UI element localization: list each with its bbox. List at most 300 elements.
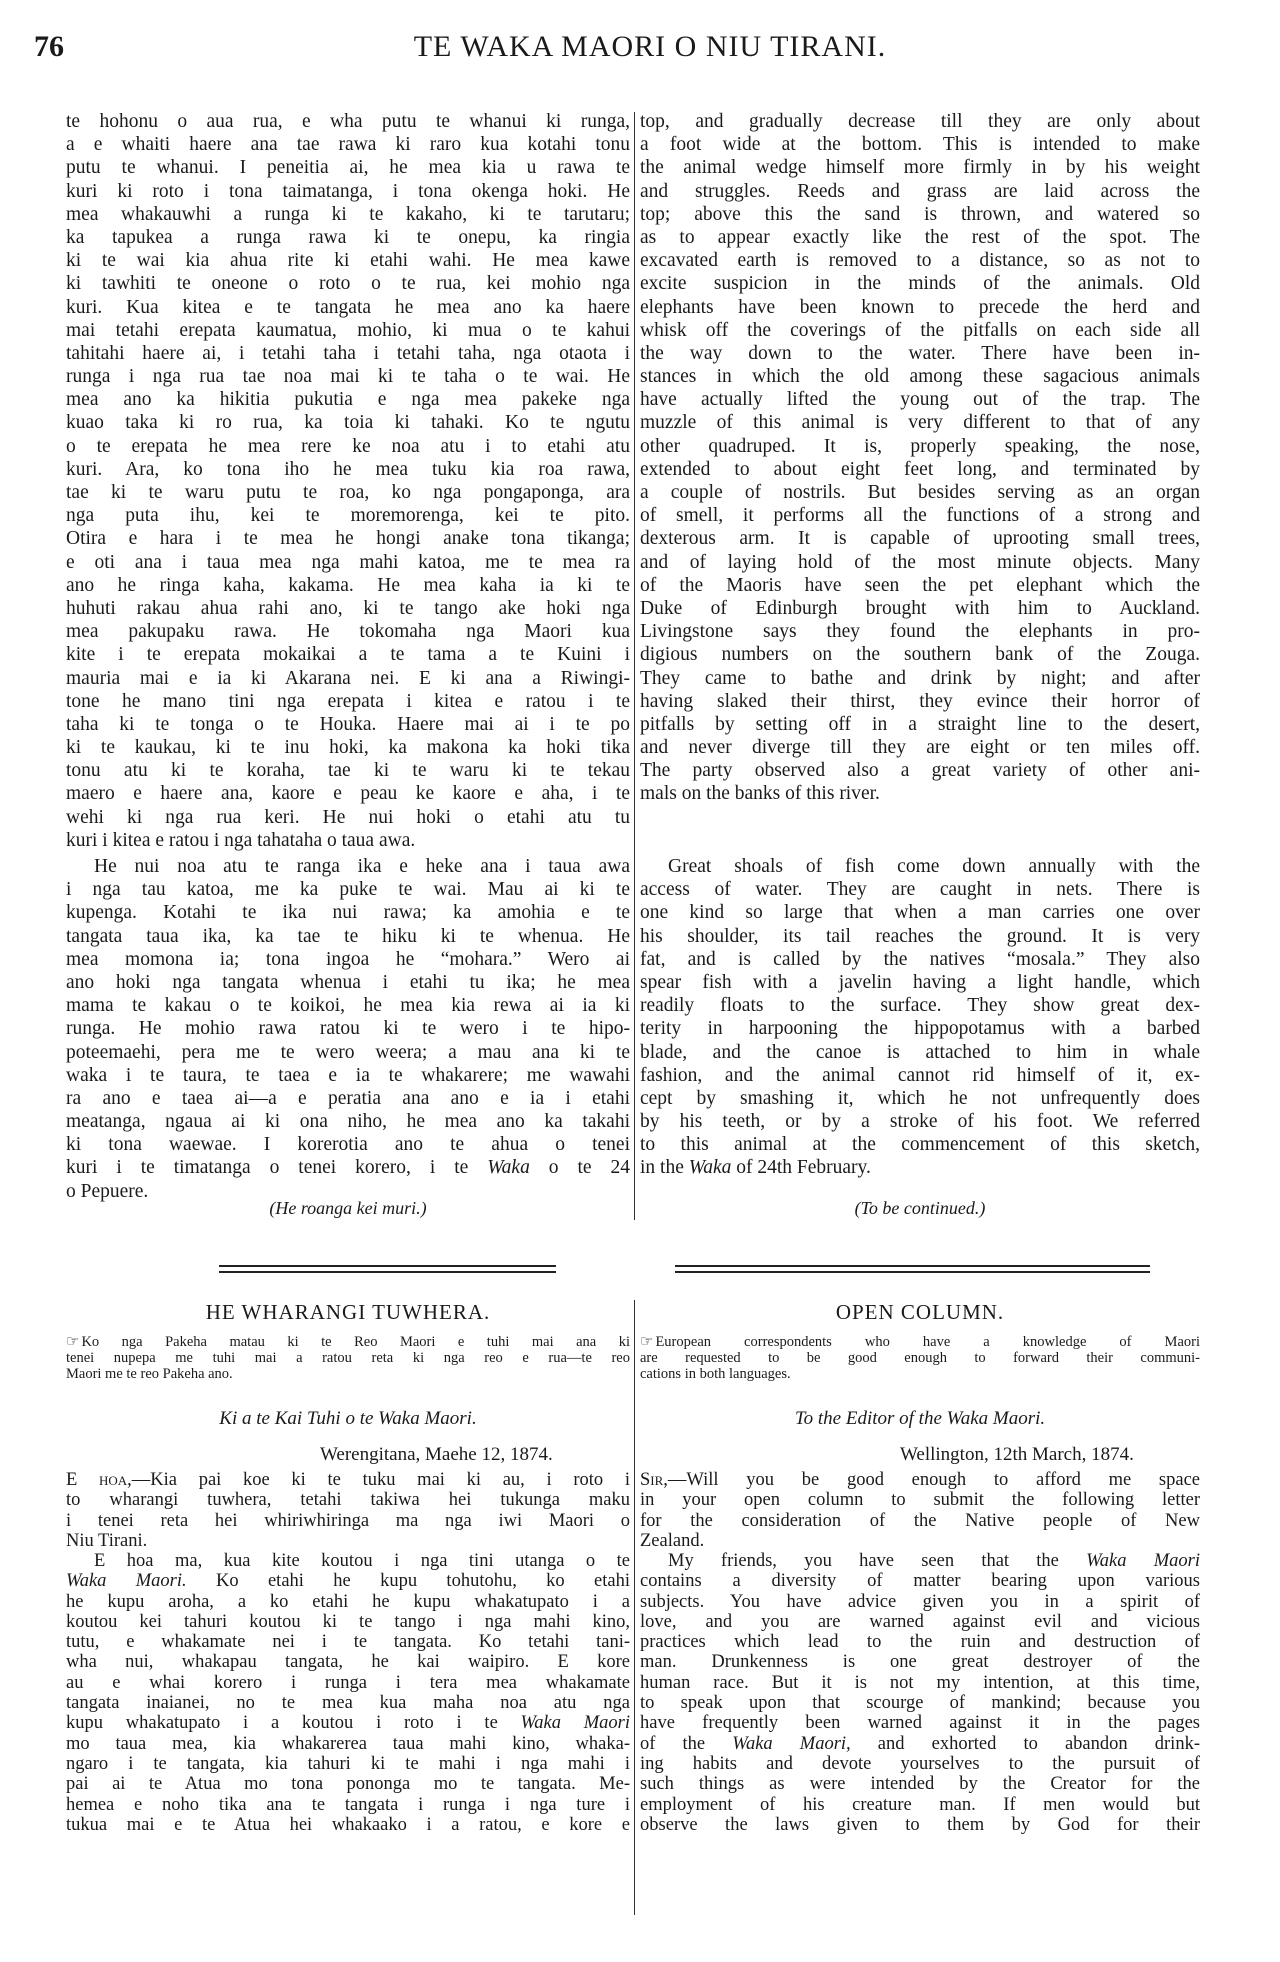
text-run: blade, and the canoe is attached to him in whale: [640, 1041, 1200, 1063]
text-line: [66, 1531, 630, 1551]
letter-maori-paragraph-2: [66, 1551, 630, 1835]
section-rule-right: [675, 1265, 1150, 1267]
text-line: [640, 1156, 1200, 1179]
text-run: fat, and is called by the natives “mosala.” They also: [640, 948, 1200, 970]
text-line: [640, 249, 1200, 272]
text-run: Ko etahi he kupu tohutohu, ko etahi: [186, 1571, 630, 1592]
text-run: top, and gradually decrease till they are only about: [640, 111, 1200, 132]
text-run: terity in harpooning the hippopotamus with a barbed: [640, 1018, 1200, 1040]
text-line: [66, 1156, 630, 1179]
text-run: top; above this the sand is thrown, and watered so: [640, 203, 1200, 225]
page-title: TE WAKA MAORI O NIU TIRANI.: [413, 30, 887, 63]
text-line: [640, 1754, 1200, 1774]
text-line: [66, 829, 630, 852]
text-run: mai tetahi erepata kaumatua, mohio, ki mua o te kahui: [66, 319, 630, 341]
text-line: [640, 1017, 1200, 1040]
text-run: Maori me te reo Pakeha ano.: [66, 1366, 233, 1382]
text-line: [640, 226, 1200, 249]
text-line: [640, 855, 1200, 878]
text-line: [640, 481, 1200, 504]
text-line: [66, 1366, 630, 1382]
continued-note-maori: (He roanga kei muri.): [269, 1198, 427, 1218]
text-line: [66, 1490, 630, 1510]
text-run: wha nui, whakapau tangata, he kai waipiro. E kore: [66, 1652, 630, 1673]
column-divider-top: [634, 112, 635, 1220]
text-run: excavated earth is removed to a distance, so as not to: [640, 250, 1200, 272]
text-line: [66, 527, 630, 550]
text-line: [640, 1713, 1200, 1733]
text-line: [640, 1795, 1200, 1815]
text-line: [66, 925, 630, 948]
text-line: [66, 1017, 630, 1040]
text-run: mea ano ka hikitia pukutia e nga mea pakeke nga: [66, 389, 630, 411]
text-line: [66, 901, 630, 924]
text-run: te hohonu o aua rua, e wha putu te whanui ki runga,: [66, 111, 630, 132]
text-run: hemea e noho tika ana te tangata i runga i nga ture i: [66, 1794, 630, 1815]
text-line: [640, 1673, 1200, 1693]
italic-title: Waka Maori: [520, 1713, 630, 1734]
text-run: having slaked their thirst, they evince their horror of: [640, 690, 1200, 712]
text-line: [66, 504, 630, 527]
text-line: [640, 527, 1200, 550]
text-run: ki te kaukau, ki te inu hoki, ka makona ka hoki tika: [66, 737, 630, 759]
text-run: My friends, you have seen that the: [668, 1551, 1087, 1571]
continued-note-english: (To be continued.): [854, 1198, 986, 1218]
text-line: [66, 713, 630, 736]
text-run: o te erepata he mea rere ke noa atu i to etahi atu: [66, 435, 630, 457]
text-run: human race. But it is not my intention, at this time,: [640, 1672, 1200, 1693]
text-line: [66, 1064, 630, 1087]
text-run: wehi ki nga rua keri. He nui hoki o etahi atu tu: [66, 806, 630, 828]
text-line: [640, 1511, 1200, 1531]
text-line: [66, 226, 630, 249]
text-line: [66, 296, 630, 319]
text-run: the animal wedge himself more firmly in by his weight: [640, 157, 1200, 179]
text-run: kupenga. Kotahi te ika nui rawa; ka amohia e te: [66, 902, 630, 924]
text-line: [66, 1734, 630, 1754]
text-run: nga puta ihu, kei te moremorenga, kei te pito.: [66, 505, 630, 527]
english-article-paragraph-2: [640, 855, 1200, 1180]
column-divider-bottom: [634, 1300, 635, 1915]
text-line: [66, 1774, 630, 1794]
text-line: [66, 203, 630, 226]
text-run: tutu, e whakamate nei i te tangata. Ko tetahi tani-: [66, 1632, 630, 1653]
text-run: kite i te erepata mokaikai a te tama a te Kuini i: [66, 644, 630, 666]
text-line: [66, 1795, 630, 1815]
text-line: [66, 782, 630, 805]
text-line: [66, 1713, 630, 1733]
text-line: [66, 1041, 630, 1064]
section-rule-left-2: [219, 1271, 556, 1273]
text-run: dexterous arm. It is capable of uprooting small trees,: [640, 528, 1200, 550]
text-run: kuri. Ara, ko tona iho he mea tuku kia roa rawa,: [66, 458, 630, 480]
text-line: [640, 1592, 1200, 1612]
text-line: [640, 1041, 1200, 1064]
text-line: [66, 458, 630, 481]
text-run: e oti ana i taua mea nga mahi katoa, me te mea ra: [66, 551, 630, 573]
text-run: mea whakauwhi a runga ki te kakaho, ki te tarutaru;: [66, 203, 630, 225]
text-line: [640, 1531, 1200, 1551]
text-run: he kupu aroha, a ko etahi he kupu whakatupato i a: [66, 1591, 630, 1612]
text-run: as to appear exactly like the rest of the spot. The: [640, 226, 1200, 248]
text-run: have actually lifted the young out of the trap. The: [640, 389, 1200, 411]
text-line: [66, 971, 630, 994]
text-run: They came to bathe and drink by night; and after: [640, 667, 1200, 689]
text-line: [66, 855, 630, 878]
text-run: readily floats to the surface. They show great dex-: [640, 995, 1200, 1017]
text-line: [640, 110, 1200, 133]
text-line: [66, 1592, 630, 1612]
text-line: [640, 435, 1200, 458]
text-line: [640, 782, 1200, 805]
text-line: [640, 319, 1200, 342]
text-line: [640, 1551, 1200, 1571]
text-line: [640, 458, 1200, 481]
text-run: digious numbers on the southern bank of the Zouga.: [640, 644, 1200, 666]
text-line: [640, 643, 1200, 666]
text-run: o Pepuere.: [66, 1180, 149, 1202]
notice-maori: [66, 1334, 630, 1382]
open-column-heading-english: OPEN COLUMN.: [835, 1300, 1005, 1324]
text-run: of the: [640, 1733, 733, 1754]
open-column-heading-maori: HE WHARANGI TUWHERA.: [205, 1300, 491, 1324]
letter-maori-paragraph-1: [66, 1470, 630, 1551]
salutation-english: To the Editor of the Waka Maori.: [794, 1408, 1046, 1429]
text-line: [640, 948, 1200, 971]
letter-english-paragraph-1: [640, 1470, 1200, 1551]
text-run: such things as were intended by the Creator for the: [640, 1774, 1200, 1795]
text-run: ki tona waewae. I korerotia ano te ahua o tenei: [66, 1134, 630, 1156]
text-run: a e whaiti haere ana tae rawa ki raro kua kotahi tonu: [66, 134, 630, 156]
text-run: ano he ringa kaha, kakama. He mea kaha ia ki te: [66, 574, 630, 596]
text-run: practices which lead to the ruin and destruction of: [640, 1632, 1200, 1653]
text-run: mauria mai e ia ki Akarana nei. E ki ana a Riwingi-: [66, 667, 630, 689]
text-line: [66, 1632, 630, 1652]
text-line: [640, 1652, 1200, 1672]
text-line: [66, 411, 630, 434]
text-run: ra ano e taea ai—a e peratia ana ano e ia i etahi: [66, 1087, 630, 1109]
text-run: poteemaehi, pera me te wero weera; a mau ana ki te: [66, 1041, 630, 1063]
text-line: [640, 1774, 1200, 1794]
text-run: ngaro i te tangata, kia tahuri ki te mahi i nga mahi i: [66, 1753, 630, 1774]
text-run: E hoa ma, kua kite koutou i nga tini utanga o te: [94, 1551, 630, 1571]
text-line: [640, 1815, 1200, 1835]
text-run: and never diverge till they are eight or ten miles off.: [640, 737, 1200, 759]
text-line: [640, 736, 1200, 759]
text-line: [640, 1632, 1200, 1652]
text-run: love, and you are warned against evil and vicious: [640, 1611, 1200, 1632]
text-run: runga. He mohio rawa ratou ki te wero i te hipo-: [66, 1018, 630, 1040]
text-line: [66, 481, 630, 504]
text-run: pai ai te Atua mo tona pononga mo te tangata. Me-: [66, 1774, 630, 1795]
text-line: [640, 925, 1200, 948]
text-run: subjects. You have advice given you in a spirit of: [640, 1591, 1200, 1612]
text-run: maero e haere ana, kaore e peau ke kaore e aha, i te: [66, 783, 630, 805]
text-line: [640, 504, 1200, 527]
notice-english: [640, 1334, 1200, 1382]
text-run: of the Maoris have seen the pet elephant which the: [640, 574, 1200, 596]
italic-title: Waka Maori,: [732, 1733, 851, 1754]
text-line: [66, 1754, 630, 1774]
text-line: [66, 1110, 630, 1133]
text-run: observe the laws given to them by God for their: [640, 1814, 1200, 1835]
text-line: [66, 1612, 630, 1632]
salutation-maori: Ki a te Kai Tuhi o te Waka Maori.: [219, 1408, 477, 1429]
text-run: kuri i kitea e ratou i nga tahataha o taua awa.: [66, 829, 416, 851]
maori-article-paragraph-1: [66, 110, 630, 852]
text-run: ano hoki nga tangata whenua i etahi tu ika; he mea: [66, 971, 630, 993]
text-run: spear fish with a javelin having a light handle, which: [640, 971, 1200, 993]
text-run: o te 24: [529, 1157, 630, 1179]
text-run: in the: [640, 1157, 689, 1179]
text-line: [640, 1350, 1200, 1366]
text-line: [66, 667, 630, 690]
text-run: the way down to the water. There have been in-: [640, 342, 1200, 364]
text-run: fashion, and the animal cannot rid himself of it, ex-: [640, 1064, 1200, 1086]
text-line: [66, 1470, 630, 1490]
text-run: one kind so large that when a man carries one over: [640, 902, 1200, 924]
text-line: [66, 156, 630, 179]
text-run: contains a diversity of matter bearing upon various: [640, 1571, 1200, 1592]
text-run: waka i te taura, te taea e ia te whakarere; me wawahi: [66, 1064, 630, 1086]
text-line: [640, 1334, 1200, 1350]
text-line: [640, 690, 1200, 713]
text-run: koutou kei tahuri koutou ki te tango i nga mahi kino,: [66, 1611, 630, 1632]
text-run: to wharangi tuwhera, tetahi takiwa hei tukunga maku: [66, 1490, 630, 1511]
letter-english-paragraph-2: [640, 1551, 1200, 1835]
text-line: [66, 690, 630, 713]
text-line: [640, 620, 1200, 643]
text-line: [66, 1551, 630, 1571]
text-line: [640, 388, 1200, 411]
text-line: [640, 1490, 1200, 1510]
text-run: kupu whakatupato i a koutou i roto i te: [66, 1713, 521, 1734]
text-line: [66, 388, 630, 411]
text-line: [66, 1087, 630, 1110]
maori-article-paragraph-2: [66, 855, 630, 1203]
text-line: [66, 110, 630, 133]
text-run: ing habits and devote yourselves to the pursuit of: [640, 1753, 1200, 1774]
text-run: by his teeth, or by a stroke of his foot. We referred: [640, 1111, 1200, 1133]
text-run: Duke of Edinburgh brought with him to Auckland.: [640, 597, 1200, 619]
text-line: [640, 342, 1200, 365]
italic-title: Waka: [688, 1157, 732, 1179]
text-run: mals on the banks of this river.: [640, 783, 880, 805]
text-run: mea pakupaku rawa. He tokomaha nga Maori kua: [66, 621, 630, 643]
italic-title: Waka Maori: [1086, 1551, 1200, 1571]
dateline-english: Wellington, 12th March, 1874.: [900, 1444, 1134, 1465]
small-caps-run: E hoa: [66, 1470, 128, 1490]
text-run: stances in which the old among these sagacious animals: [640, 366, 1200, 388]
text-run: kuri i te timatanga o tenei korero, i te: [66, 1157, 488, 1179]
text-run: au e whai korero i runga i tera mea whakamate: [66, 1672, 630, 1693]
text-run: and exhorted to abandon drink-: [850, 1733, 1200, 1754]
text-run: cations in both languages.: [640, 1366, 791, 1382]
text-line: [66, 342, 630, 365]
text-line: [66, 1815, 630, 1835]
text-line: [640, 1110, 1200, 1133]
text-line: [640, 1087, 1200, 1110]
text-run: his shoulder, its tail reaches the ground. It is very: [640, 925, 1200, 947]
text-run: tenei nupepa me tuhi mai a ratou reta ki nga reo e rua—te reo: [66, 1350, 630, 1366]
text-line: [66, 948, 630, 971]
english-article-paragraph-1: [640, 110, 1200, 806]
text-line: [640, 296, 1200, 319]
text-line: [66, 994, 630, 1017]
text-run: putu te whanui. I peneitia ai, he mea kia u rawa te: [66, 157, 630, 179]
text-run: of 24th February.: [731, 1157, 871, 1179]
text-line: [66, 878, 630, 901]
text-line: [640, 133, 1200, 156]
text-line: [640, 411, 1200, 434]
text-run: tone he mano tini nga erepata i kitea e ratou i te: [66, 690, 630, 712]
text-run: runga i nga rua tae noa mai ki te taha o te wai. He: [66, 366, 630, 388]
text-line: [640, 365, 1200, 388]
text-run: muzzle of this animal is very different to that of any: [640, 412, 1200, 434]
text-run: Great shoals of fish come down annually with the: [668, 856, 1200, 877]
section-rule-right-2: [675, 1271, 1150, 1273]
text-line: [66, 620, 630, 643]
text-line: [66, 1652, 630, 1672]
text-line: [640, 203, 1200, 226]
page-number: 76: [34, 30, 64, 63]
text-line: [66, 551, 630, 574]
text-line: [640, 574, 1200, 597]
text-run: ki tawhiti te oneone o roto o te rua, kei mohio nga: [66, 273, 630, 295]
text-run: mama te kakau o te koikoi, he mea kia rewa ai ia ki: [66, 995, 630, 1017]
section-rule-left: [219, 1265, 556, 1267]
small-caps-run: Sir: [640, 1470, 664, 1490]
text-run: other quadruped. It is, properly speaking, the nose,: [640, 435, 1200, 457]
text-line: [66, 806, 630, 829]
text-line: [640, 1064, 1200, 1087]
text-line: [640, 1470, 1200, 1490]
text-run: kuri. Kua kitea e te tangata he mea ano ka haere: [66, 296, 630, 318]
text-line: [66, 759, 630, 782]
text-line: [66, 1571, 630, 1591]
text-line: [640, 1612, 1200, 1632]
text-run: in your open column to submit the following letter: [640, 1490, 1200, 1511]
text-run: to this animal at the commencement of this sketch,: [640, 1134, 1200, 1156]
text-line: [66, 1693, 630, 1713]
text-run: Livingstone says they found the elephants in pro-: [640, 621, 1200, 643]
text-line: [66, 133, 630, 156]
text-line: [640, 180, 1200, 203]
text-line: [640, 901, 1200, 924]
text-line: [66, 272, 630, 295]
text-line: [640, 272, 1200, 295]
text-run: are requested to be good enough to forward their communi-: [640, 1350, 1200, 1366]
text-run: have frequently been warned against it in the pages: [640, 1713, 1200, 1734]
text-run: kuao taka ki ro rua, ka toia ki tahaki. Ko te ngutu: [66, 412, 630, 434]
text-line: [640, 1366, 1200, 1382]
text-run: ,—Kia pai koe ki te tuku mai ki au, i roto i: [127, 1470, 630, 1490]
text-line: [640, 759, 1200, 782]
text-run: ka tapukea a runga rawa ki te onepu, ka ringia: [66, 226, 630, 248]
text-run: The party observed also a great variety of other ani-: [640, 760, 1200, 782]
text-line: [640, 597, 1200, 620]
text-run: and struggles. Reeds and grass are laid across the: [640, 180, 1200, 202]
text-line: [66, 643, 630, 666]
text-line: [640, 1133, 1200, 1156]
text-line: [640, 1571, 1200, 1591]
text-line: [66, 1334, 630, 1350]
text-line: [66, 249, 630, 272]
text-line: [640, 551, 1200, 574]
text-line: [66, 736, 630, 759]
text-run: and of laying hold of the most minute objects. Many: [640, 551, 1200, 573]
text-run: a couple of nostrils. But besides serving as an organ: [640, 482, 1200, 503]
text-line: [66, 365, 630, 388]
text-run: Ko nga Pakeha matau ki te Reo Maori e tuhi mai ana ki: [81, 1334, 630, 1350]
text-run: ,—Will you be good enough to afford me space: [663, 1470, 1200, 1490]
text-run: to speak upon that scourge of mankind; because you: [640, 1693, 1200, 1714]
text-line: [66, 1133, 630, 1156]
text-run: cept by smashing it, which he not unfrequently does: [640, 1087, 1200, 1109]
text-run: mo taua mea, kia whakarerea taua mahi kino, whaka-: [66, 1733, 630, 1754]
text-run: kuri ki roto i tona taimatanga, i tona okenga hoki. He: [66, 180, 630, 202]
text-run: employment of his creature man. If men would but: [640, 1794, 1200, 1815]
text-run: i nga tau katoa, me ka puke te wai. Mau ai ki te: [66, 879, 630, 901]
text-line: [640, 1734, 1200, 1754]
text-line: [640, 1693, 1200, 1713]
text-run: tae ki te waru putu te roa, ko nga pongaponga, ara: [66, 482, 630, 503]
text-run: ki te wai kia ahua rite ki etahi wahi. He mea kawe: [66, 250, 630, 272]
pointing-hand-icon: ☞: [66, 1334, 80, 1350]
dateline-maori: Werengitana, Maehe 12, 1874.: [320, 1444, 553, 1465]
text-line: [66, 597, 630, 620]
text-run: He nui noa atu te ranga ika e heke ana i taua awa: [94, 856, 630, 877]
italic-title: Waka Maori.: [66, 1571, 187, 1592]
text-run: for the consideration of the Native people of New: [640, 1510, 1200, 1531]
text-run: tangata taua ika, ka tae te hiku ki te whenua. He: [66, 925, 630, 947]
text-run: i tenei reta hei whiriwhiringa ma nga iwi Maori o: [66, 1510, 630, 1531]
text-run: Otira e hara i te mea he hongi anake tona tikanga;: [66, 528, 630, 550]
text-line: [640, 713, 1200, 736]
italic-title: Waka: [487, 1157, 530, 1179]
text-run: access of water. They are caught in nets. There is: [640, 879, 1200, 901]
text-run: elephants have been known to precede the herd and: [640, 296, 1200, 318]
text-line: [640, 667, 1200, 690]
text-run: Zealand.: [640, 1530, 705, 1551]
text-line: [66, 1511, 630, 1531]
text-run: tonu atu ki te koraha, tae ki te waru ki te tekau: [66, 760, 630, 782]
text-run: tangata inaianei, no te mea kua maha noa atu nga: [66, 1693, 630, 1714]
text-run: tukua mai e te Atua hei whakaako i a ratou, e kore e: [66, 1814, 630, 1835]
text-line: [66, 1673, 630, 1693]
text-run: excite suspicion in the minds of the animals. Old: [640, 273, 1200, 295]
text-line: [640, 878, 1200, 901]
text-run: meatanga, ngaua ai ki ona niho, he mea ano ka takahi: [66, 1111, 630, 1133]
text-line: [66, 435, 630, 458]
text-line: [66, 1350, 630, 1366]
text-run: man. Drunkenness is one great destroyer of the: [640, 1652, 1200, 1673]
text-run: European correspondents who have a knowledge of Maori: [655, 1334, 1200, 1350]
text-run: tahitahi haere ai, i tetahi taha i tetahi taha, nga otaota i: [66, 342, 630, 364]
text-line: [66, 180, 630, 203]
text-run: Niu Tirani.: [66, 1530, 148, 1551]
text-run: huhuti rakau ahua rahi ano, ki te tango ake hoki nga: [66, 597, 630, 619]
text-line: [640, 156, 1200, 179]
text-line: [640, 971, 1200, 994]
text-run: extended to about eight feet long, and terminated by: [640, 458, 1200, 480]
pointing-hand-icon: ☞: [640, 1334, 654, 1350]
text-line: [66, 574, 630, 597]
text-run: pitfalls by setting off in a straight line to the desert,: [640, 713, 1200, 735]
text-run: of smell, it performs all the functions of a strong and: [640, 505, 1200, 527]
text-line: [66, 319, 630, 342]
text-line: [640, 994, 1200, 1017]
